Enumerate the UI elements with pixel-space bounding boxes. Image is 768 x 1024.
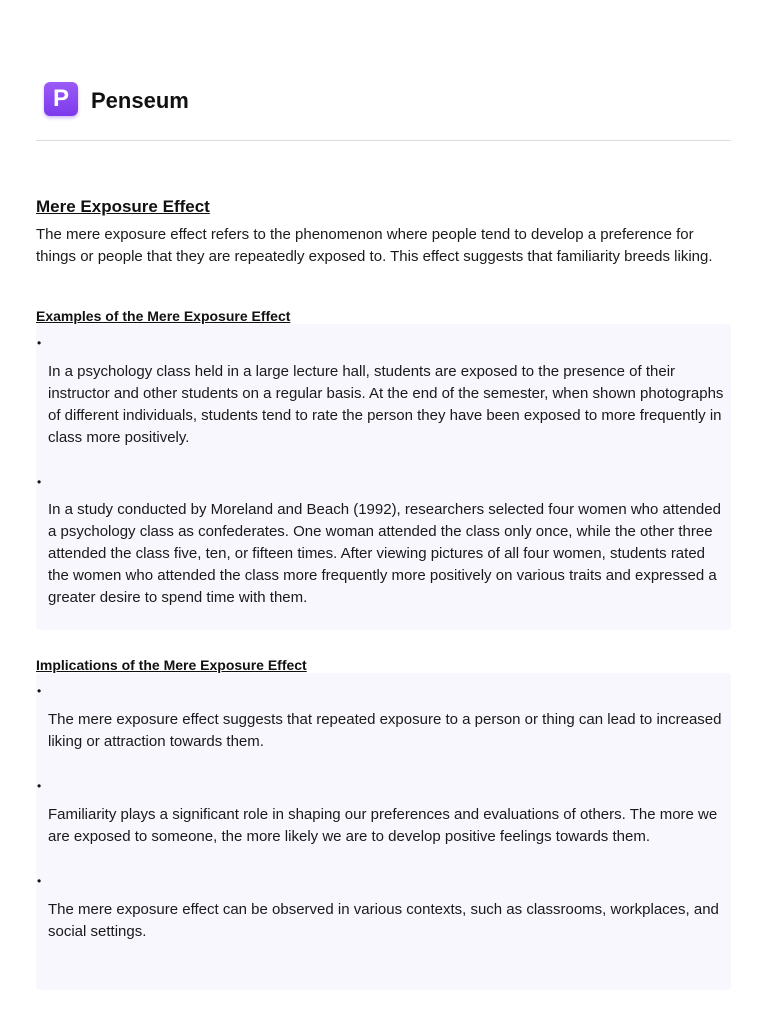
bullet-marker: • xyxy=(37,874,42,888)
article-intro: The mere exposure effect refers to the phenomenon where people tend to develop a preference for things or people that they are repeatedly exposed to. This effect suggests that familiarity breeds liking. xyxy=(36,226,713,265)
list-item: In a study conducted by Moreland and Beach (1992), researchers selected four women who attended a psychology class as confederates. One woman attended the class only once, while the other three attended the class five, ten, or fifteen times. After viewing pictures of all four women, students rated the women who attended the class more frequently more positively on various traits and expressed a greater desire to spend time with them. xyxy=(48,501,721,606)
bullet-marker: • xyxy=(37,684,42,698)
bullet-marker: • xyxy=(37,475,42,489)
list-item: The mere exposure effect can be observed in various contexts, such as classrooms, workplaces, and social settings. xyxy=(48,901,719,940)
bullet-marker: • xyxy=(37,779,42,793)
implications-panel xyxy=(36,673,731,990)
list-item: In a psychology class held in a large lecture hall, students are exposed to the presence of their instructor and other students on a regular basis. At the end of the semester, when shown photographs of different individuals, students tend to rate the person they have been exposed to more frequently in class more positively. xyxy=(48,363,724,446)
implications-heading: Implications of the Mere Exposure Effect xyxy=(36,657,307,673)
site-header xyxy=(36,82,731,141)
list-item: Familiarity plays a significant role in shaping our preferences and evaluations of others. The more we are exposed to someone, the more likely we are to develop positive feelings towards them. xyxy=(48,806,718,845)
brand-name[interactable]: Penseum xyxy=(91,88,189,113)
examples-panel xyxy=(36,324,731,630)
penseum-logo[interactable]: P xyxy=(44,82,78,116)
article-title: Mere Exposure Effect xyxy=(36,197,210,216)
bullet-marker: • xyxy=(37,336,42,350)
list-item: The mere exposure effect suggests that repeated exposure to a person or thing can lead to increased liking or attraction towards them. xyxy=(48,711,722,750)
examples-heading: Examples of the Mere Exposure Effect xyxy=(36,308,291,324)
